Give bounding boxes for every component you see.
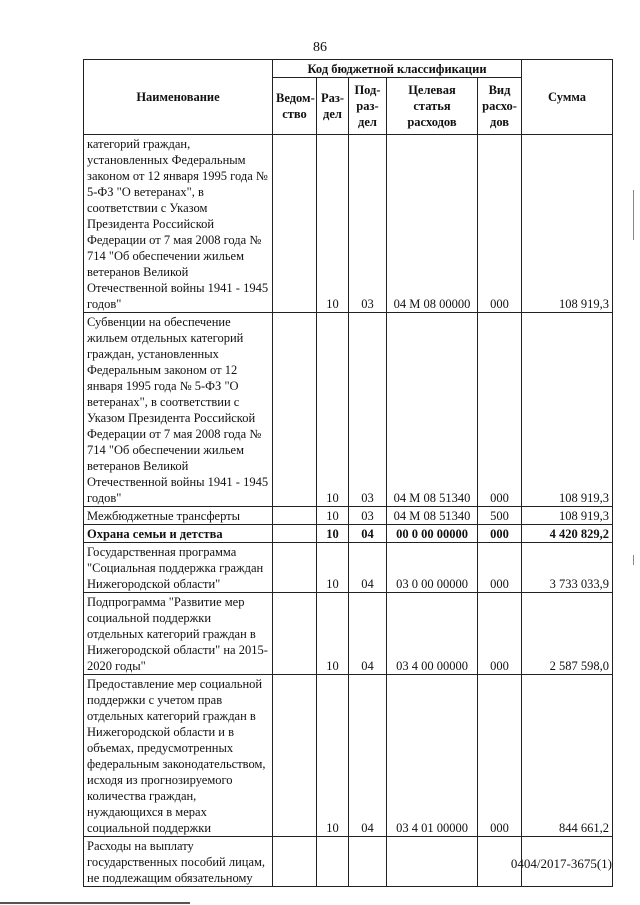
page-bottom-line xyxy=(0,902,190,904)
row-razdel: 10 xyxy=(317,543,349,593)
row-target: 03 4 00 00000 xyxy=(387,593,478,675)
row-target: 04 М 08 51340 xyxy=(387,313,478,507)
margin-mark xyxy=(633,190,634,240)
row-vedomstvo xyxy=(273,313,317,507)
row-vedomstvo xyxy=(273,507,317,525)
row-sum: 108 919,3 xyxy=(522,507,613,525)
row-name: категорий граждан, установленных Федеральным законом от 12 января 1995 года № 5-ФЗ "О ветеранах", в соответствии с Указом Президента Российской Федерации от 7 мая 2008 года № 714 "Об обеспечении жильем ветеранов Великой Отечественной войны 1941 - 1945 годов" xyxy=(84,135,273,313)
margin-mark xyxy=(633,555,634,565)
row-vedomstvo xyxy=(273,135,317,313)
row-razdel: 10 xyxy=(317,525,349,543)
row-name: Охрана семьи и детства xyxy=(84,525,273,543)
row-podrazdel: 04 xyxy=(349,525,387,543)
table-row xyxy=(84,593,613,675)
row-razdel xyxy=(317,837,349,887)
row-podrazdel xyxy=(349,837,387,887)
row-target: 03 0 00 00000 xyxy=(387,543,478,593)
row-sum: 4 420 829,2 xyxy=(522,525,613,543)
row-razdel: 10 xyxy=(317,593,349,675)
row-podrazdel: 03 xyxy=(349,313,387,507)
row-sum: 108 919,3 xyxy=(522,313,613,507)
row-vid: 000 xyxy=(478,313,522,507)
row-name: Предоставление мер социальной поддержки с учетом прав отдельных категорий граждан в Нижегородской области и в объемах, предусмотренных федеральным законодательством, исходя из прогнозируемого количества граждан, нуждающихся в мерах социальной поддержки xyxy=(84,675,273,837)
row-name: Подпрограмма "Развитие мер социальной поддержки отдельных категорий граждан в Нижегородской области" на 2015-2020 годы" xyxy=(84,593,273,675)
row-target: 00 0 00 00000 xyxy=(387,525,478,543)
row-target: 03 4 01 00000 xyxy=(387,675,478,837)
row-vid: 000 xyxy=(478,135,522,313)
document-code: 0404/2017-3675(1) xyxy=(510,856,612,871)
header-podrazdel: Под-раз-дел xyxy=(349,78,387,135)
row-podrazdel: 03 xyxy=(349,507,387,525)
row-podrazdel: 03 xyxy=(349,135,387,313)
row-vedomstvo xyxy=(273,593,317,675)
table-row xyxy=(84,313,613,507)
row-razdel: 10 xyxy=(317,675,349,837)
header-vedomstvo: Ведом-ство xyxy=(273,78,317,135)
row-vedomstvo xyxy=(273,837,317,887)
row-target: 04 М 08 00000 xyxy=(387,135,478,313)
row-name: Субвенции на обеспечение жильем отдельных категорий граждан, установленных Федеральным законом от 12 января 1995 года № 5-ФЗ "О ветеранах", в соответствии с Указом Президента Российской Федерации от 7 мая 2008 года № 714 "Об обеспечении жильем ветеранов Великой Отечественной войны 1941 - 1945 годов" xyxy=(84,313,273,507)
table-row xyxy=(84,507,613,525)
page-number: 86 xyxy=(313,40,327,55)
row-vedomstvo xyxy=(273,543,317,593)
row-podrazdel: 04 xyxy=(349,593,387,675)
row-target xyxy=(387,837,478,887)
row-podrazdel: 04 xyxy=(349,543,387,593)
budget-table xyxy=(83,59,613,887)
row-razdel: 10 xyxy=(317,313,349,507)
header-code-group: Код бюджетной классификации xyxy=(273,60,522,78)
row-sum: 3 733 033,9 xyxy=(522,543,613,593)
row-vedomstvo xyxy=(273,675,317,837)
row-vid: 000 xyxy=(478,675,522,837)
header-target: Целевая статья расходов xyxy=(387,78,478,135)
row-sum: 108 919,3 xyxy=(522,135,613,313)
row-sum: 2 587 598,0 xyxy=(522,593,613,675)
row-vedomstvo xyxy=(273,525,317,543)
table-row xyxy=(84,135,613,313)
row-vid: 000 xyxy=(478,525,522,543)
table-row xyxy=(84,675,613,837)
row-target: 04 М 08 51340 xyxy=(387,507,478,525)
row-sum: 844 661,2 xyxy=(522,675,613,837)
row-vid: 000 xyxy=(478,543,522,593)
table-row xyxy=(84,525,613,543)
header-vid: Вид расхо-дов xyxy=(478,78,522,135)
row-name: Межбюджетные трансферты xyxy=(84,507,273,525)
row-name: Расходы на выплату государственных пособий лицам, не подлежащим обязательному xyxy=(84,837,273,887)
row-razdel: 10 xyxy=(317,507,349,525)
row-podrazdel: 04 xyxy=(349,675,387,837)
row-name: Государственная программа "Социальная поддержка граждан Нижегородской области" xyxy=(84,543,273,593)
header-name: Наименование xyxy=(84,60,273,135)
table-row xyxy=(84,543,613,593)
row-vid: 000 xyxy=(478,593,522,675)
row-razdel: 10 xyxy=(317,135,349,313)
header-razdel: Раз-дел xyxy=(317,78,349,135)
row-vid: 500 xyxy=(478,507,522,525)
header-sum: Сумма xyxy=(522,60,613,135)
